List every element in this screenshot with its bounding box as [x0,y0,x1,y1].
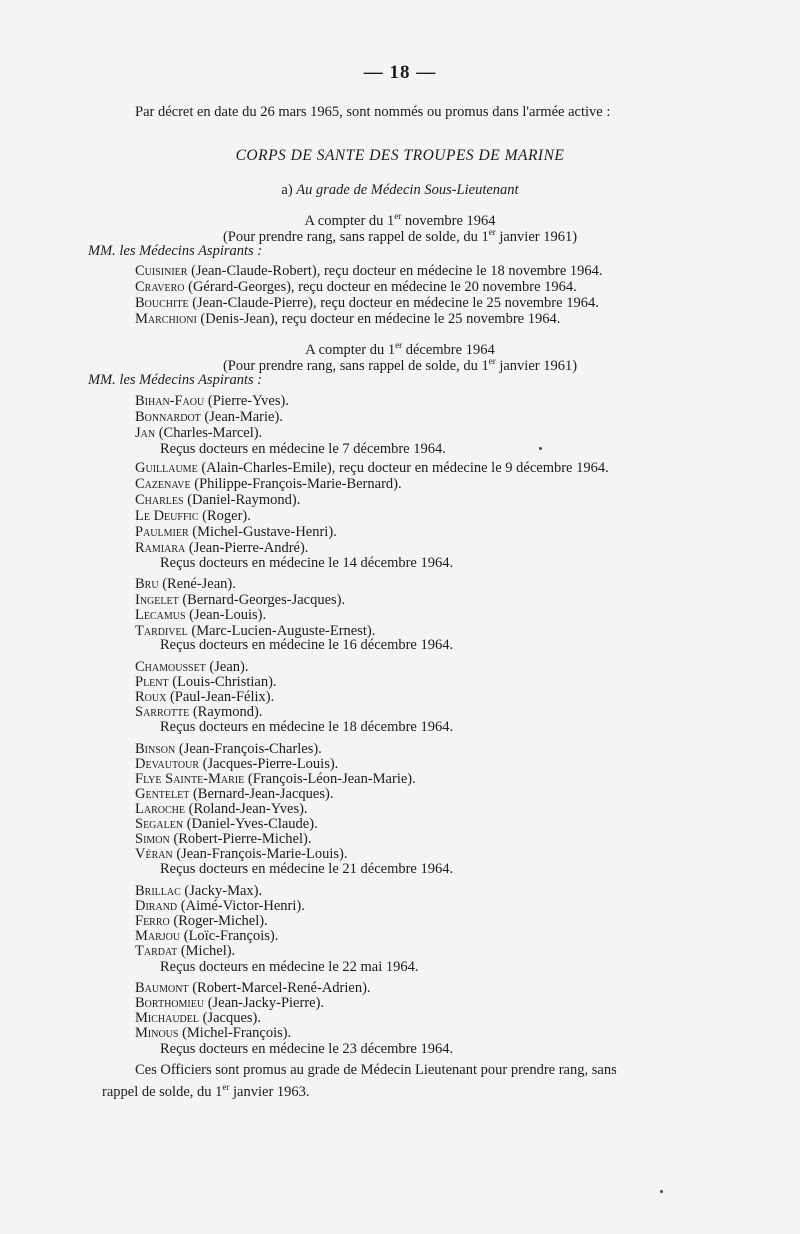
entry-row [135,674,277,690]
group2-rang: (Pour prendre rang, sans rappel de solde, du 1er janvier 1961) [222,356,578,374]
closing-line-2: rappel de solde, du 1er janvier 1963. [102,1082,310,1100]
entry-row [135,1025,291,1041]
entry-name: Sarrotte [135,704,190,720]
speck-mark [539,447,542,450]
entry-detail: (Jean-Jacky-Pierre). [204,995,325,1011]
speck-mark [660,1190,663,1193]
entry-name: Bru [135,576,159,592]
entry-name: Devautour [135,756,199,772]
entry-row [135,393,289,409]
entry-detail: (Robert-Pierre-Michel). [169,831,312,847]
batch-footer: Reçus docteurs en médecine le 7 décembre 1964. [160,441,446,457]
entry-detail: (Jean-Pierre-André). [185,540,309,556]
batch-footer: Reçus docteurs en médecine le 18 décembre 1964. [160,719,454,735]
entry-row [135,425,262,441]
entry-name: Charles [135,492,184,508]
entry-row [135,576,236,592]
entry-row [135,913,268,929]
entry-name: Jan [135,425,156,441]
entry-name: Simon [135,831,170,847]
entry-detail: (François-Léon-Jean-Marie). [244,771,416,787]
entry-row [135,263,603,279]
entry-name: Ingelet [135,592,179,608]
group2-date: A compter du 1er décembre 1964 [305,340,495,358]
entry-detail: (Jean). [205,659,249,675]
entry-detail: (Jean-Marie). [200,409,283,425]
entry-detail: (Raymond). [189,704,263,720]
entry-name: Guillaume [135,460,198,476]
entry-detail: (Roger-Michel). [169,913,268,929]
entry-row [135,540,308,556]
entry-name: Dirand [135,898,178,914]
entry-detail: (Jacky-Max). [180,883,263,899]
entry-row [135,756,338,772]
entry-name: Borthomieu [135,995,205,1011]
group2-aspirants-heading [88,372,262,388]
entry-detail: (Michel). [177,943,236,959]
entry-row [135,898,305,914]
entry-row [135,295,599,311]
entry-row [135,995,324,1011]
entry-detail: (Philippe-François-Marie-Bernard). [190,476,402,492]
intro-paragraph: Par décret en date du 26 mars 1965, sont nommés ou promus dans l'armée active : [135,104,611,120]
entry-name: Cuisinier [135,263,188,279]
entry-name: Segalen [135,816,184,832]
entry-row [135,816,318,832]
entry-name: Baumont [135,980,189,996]
entry-name: Ferro [135,913,170,929]
mm-label: MM. [88,243,116,259]
entry-detail: (Jean-Louis). [185,607,267,623]
entry-detail: (Jacques). [199,1010,262,1026]
group1-aspirants-heading [88,243,262,259]
entry-detail: (Bernard-Jean-Jacques). [189,786,334,802]
aspirants-label: les Médecins Aspirants : [119,243,263,259]
entry-row [135,524,337,540]
entry-name: Cravero [135,279,185,295]
entry-name: Binson [135,741,176,757]
entry-detail: (Aimé-Victor-Henri). [177,898,305,914]
entry-name: Le Deuffic [135,508,199,524]
entry-name: Marjou [135,928,181,944]
page-number: — 18 — [363,62,437,83]
entry-row [135,592,345,608]
entry-name: Bonnardot [135,409,201,425]
batch-footer: Reçus docteurs en médecine le 16 décembre 1964. [160,637,454,653]
entry-row [135,1010,261,1026]
subsection-letter: a) [281,182,293,198]
subsection-text: Au grade de Médecin Sous-Lieutenant [296,182,519,198]
entry-name: Tardat [135,943,178,959]
entry-name: Bouchite [135,295,189,311]
corps-title: CORPS DE SANTE DES TROUPES DE MARINE [235,147,565,164]
entry-detail: (Denis-Jean), reçu docteur en médecine le 25 novembre 1964. [196,311,561,327]
entry-row [135,771,416,787]
group1-date: A compter du 1er novembre 1964 [304,211,496,229]
entry-detail: (Daniel-Yves-Claude). [183,816,318,832]
entry-name: Bihan-Faou [135,393,205,409]
entry-name: Lecamus [135,607,186,623]
entry-row [135,928,278,944]
entry-name: Chamousset [135,659,206,675]
entry-row [135,659,248,675]
group1-rang: (Pour prendre rang, sans rappel de solde, du 1er janvier 1961) [222,227,578,245]
entry-name: Véran [135,846,173,862]
entry-detail: (Michel-Gustave-Henri). [188,524,337,540]
entry-name: Roux [135,689,167,705]
entry-row [135,801,308,817]
entry-name: Michaudel [135,1010,199,1026]
batch-footer: Reçus docteurs en médecine le 14 décembre 1964. [160,555,454,571]
entry-detail: (Alain-Charles-Emile), reçu docteur en médecine le 9 décembre 1964. [197,460,609,476]
entry-detail: (Robert-Marcel-René-Adrien). [188,980,371,996]
entry-detail: (Daniel-Raymond). [183,492,301,508]
entry-row [135,689,274,705]
entry-detail: (Michel-François). [178,1025,292,1041]
entry-detail: (Roger). [198,508,251,524]
entry-detail: (Loïc-François). [180,928,279,944]
entry-name: Tardivel [135,623,188,639]
entry-name: Paulmier [135,524,189,540]
entry-name: Minous [135,1025,179,1041]
entry-detail: (Jean-François-Charles). [175,741,322,757]
entry-row [135,831,311,847]
entry-detail: (Jean-François-Marie-Louis). [172,846,348,862]
entry-detail: (Jean-Claude-Robert), reçu docteur en médecine le 18 novembre 1964. [187,263,603,279]
entry-detail: (Jean-Claude-Pierre), reçu docteur en médecine le 25 novembre 1964. [188,295,599,311]
entry-detail: (Bernard-Georges-Jacques). [178,592,346,608]
entry-row [135,704,262,720]
entry-name: Flye Sainte-Marie [135,771,245,787]
batch-footer: Reçus docteurs en médecine le 21 décembre 1964. [160,861,454,877]
entry-name: Ramiara [135,540,186,556]
entry-row [135,980,371,996]
batch-footer: Reçus docteurs en médecine le 23 décembre 1964. [160,1041,454,1057]
entry-detail: (René-Jean). [158,576,236,592]
entry-row [135,741,322,757]
subsection-heading [0,182,800,198]
entry-row [135,883,262,899]
entry-detail: (Louis-Christian). [168,674,277,690]
entry-row [135,508,251,524]
batch-footer: Reçus docteurs en médecine le 22 mai 1964. [160,959,419,975]
entry-row [135,460,609,476]
entry-detail: (Charles-Marcel). [155,425,263,441]
entry-row [135,409,283,425]
entry-detail: (Gérard-Georges), reçu docteur en médecine le 20 novembre 1964. [184,279,577,295]
entry-name: Gentelet [135,786,190,802]
entry-row [135,846,347,862]
entry-detail: (Roland-Jean-Yves). [184,801,308,817]
entry-name: Laroche [135,801,185,817]
entry-detail: (Pierre-Yves). [204,393,289,409]
entry-detail: (Paul-Jean-Félix). [166,689,275,705]
entry-row [135,492,300,508]
entry-name: Brillac [135,883,181,899]
entry-detail: (Marc-Lucien-Auguste-Ernest). [187,623,376,639]
closing-line-1: Ces Officiers sont promus au grade de Médecin Lieutenant pour prendre rang, sans [135,1062,617,1078]
entry-row [135,786,333,802]
entry-row [135,607,266,623]
aspirants-label: les Médecins Aspirants : [119,372,263,388]
entry-detail: (Jacques-Pierre-Louis). [199,756,339,772]
entry-row [135,279,577,295]
entry-name: Plent [135,674,169,690]
entry-row [135,943,235,959]
mm-label: MM. [88,372,116,388]
entry-row [135,476,402,492]
entry-row [135,311,560,327]
entry-name: Marchioni [135,311,197,327]
entry-name: Cazenave [135,476,191,492]
